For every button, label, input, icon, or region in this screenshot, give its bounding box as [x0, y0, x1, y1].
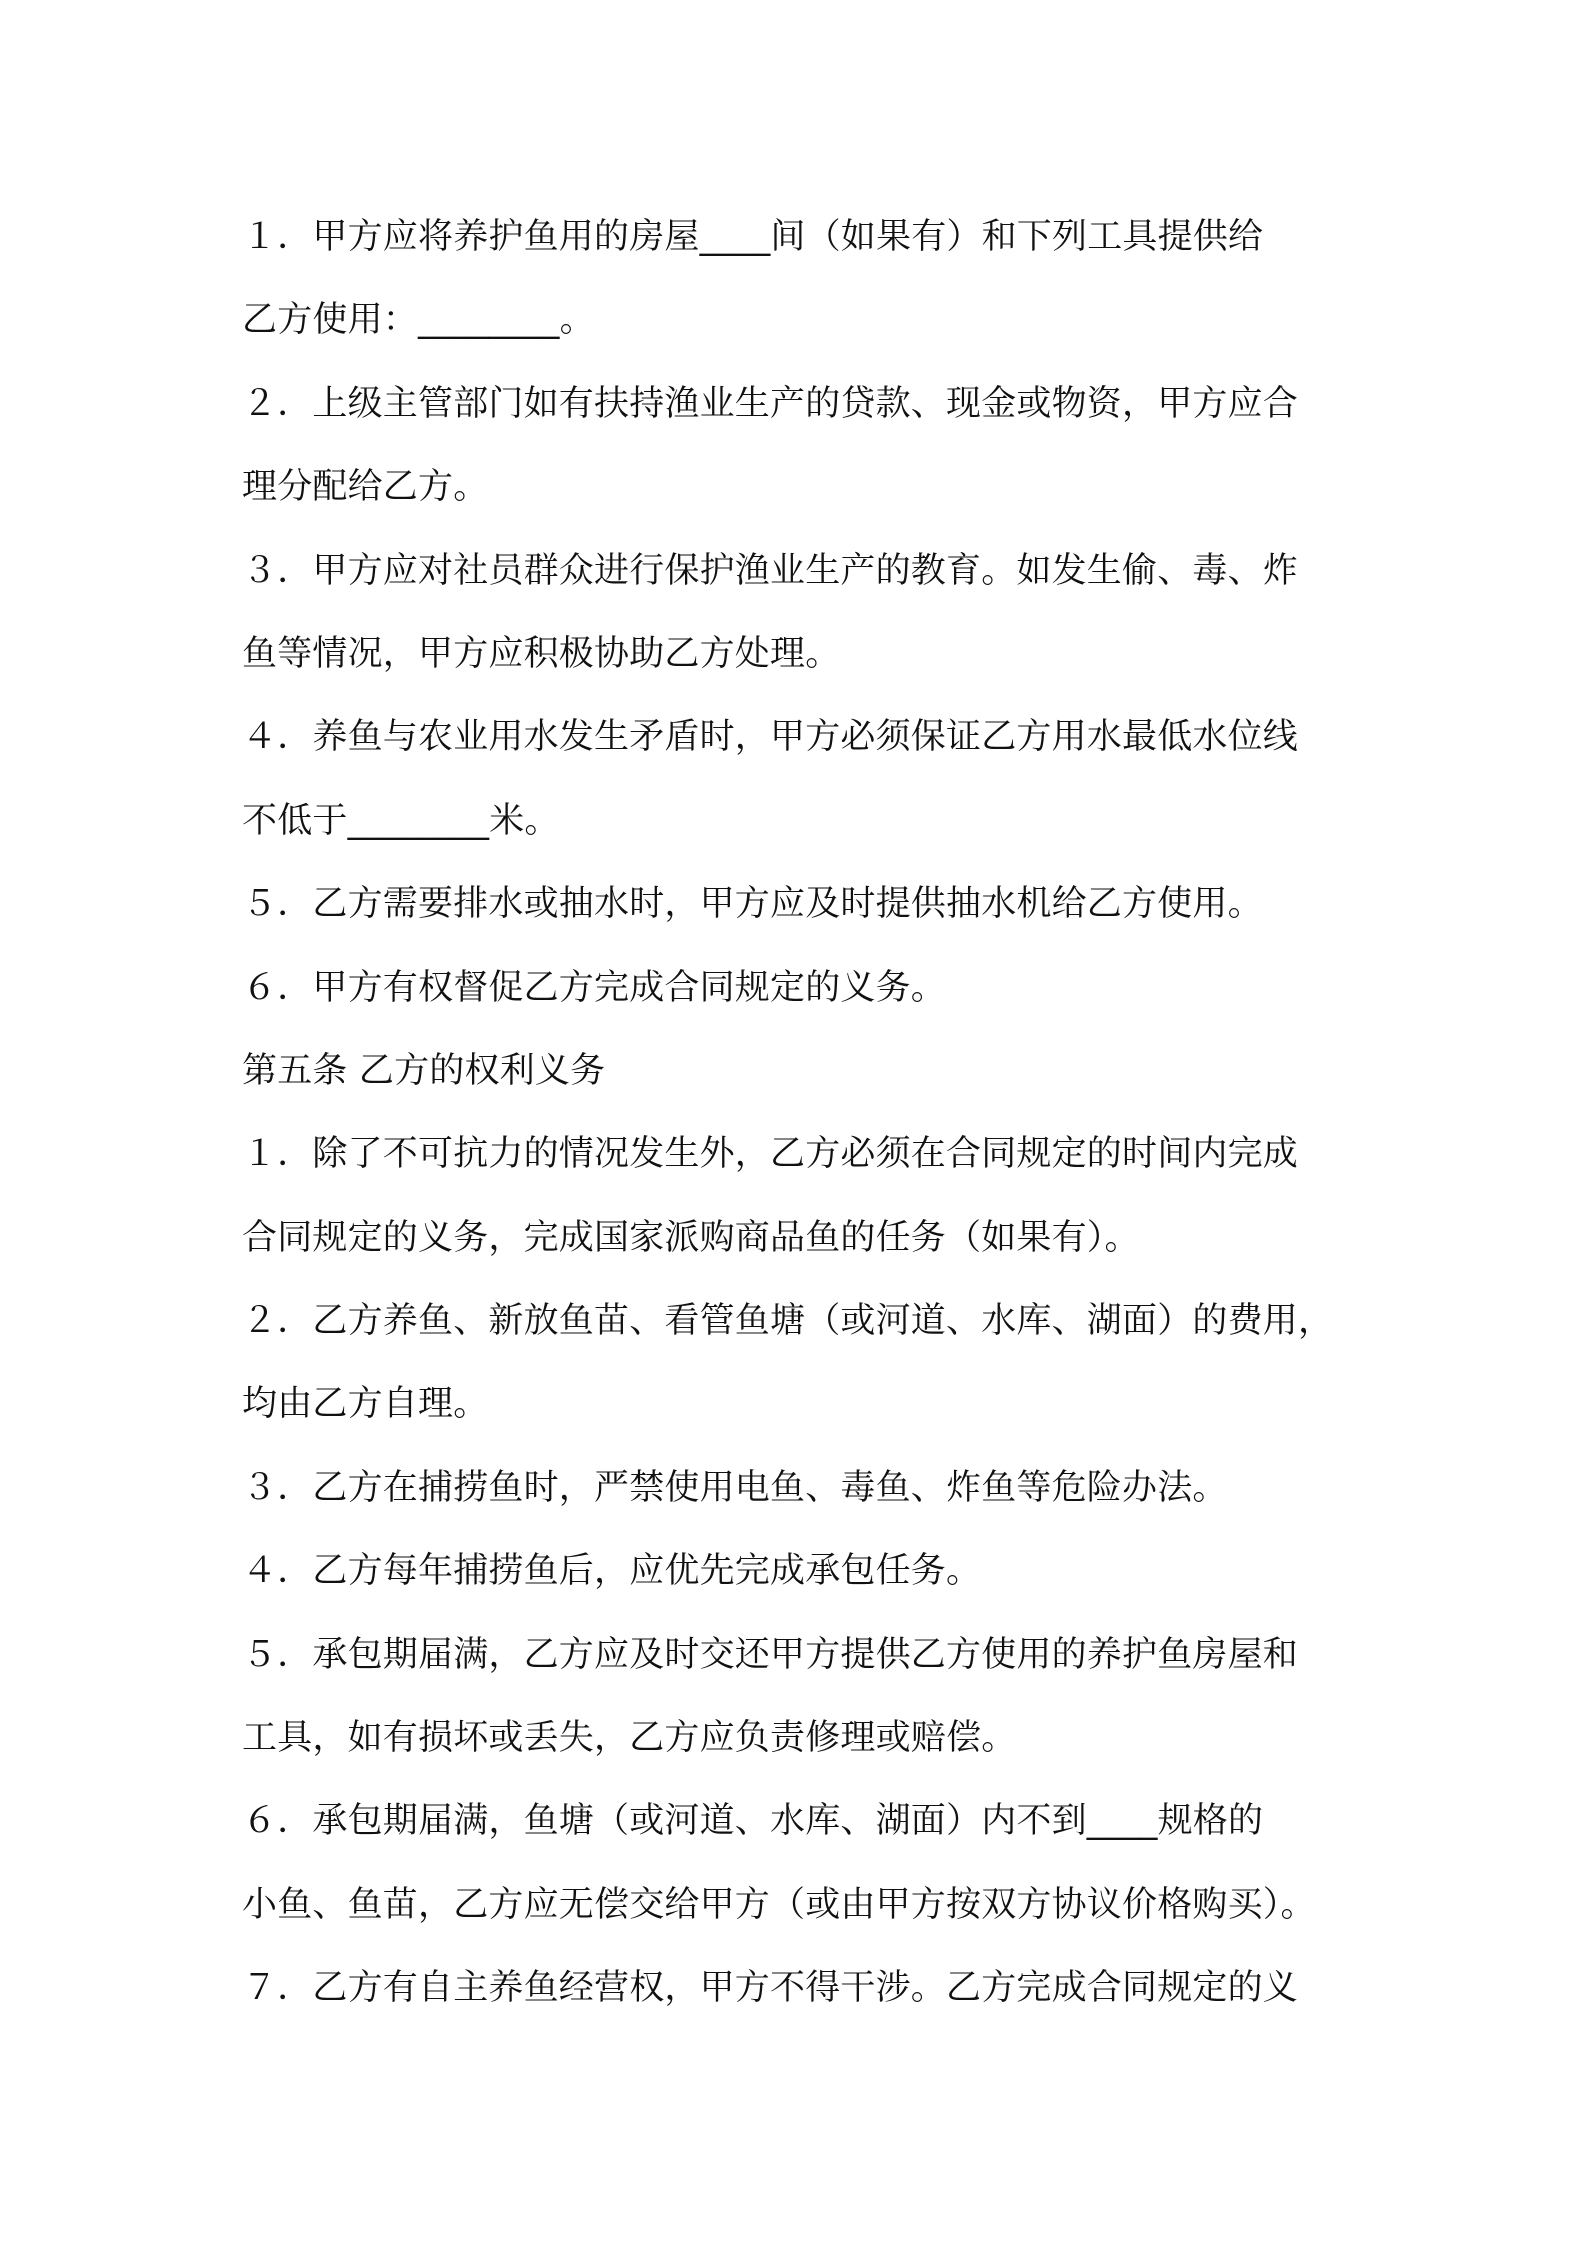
text-line: 合同规定的义务，完成国家派购商品鱼的任务（如果有）。: [242, 1217, 1140, 1258]
document-body: [242, 196, 1372, 2031]
text-line: ４．乙方每年捕捞鱼后，应优先完成承包任务。: [242, 1551, 982, 1592]
text-line: ５．承包期届满，乙方应及时交还甲方提供乙方使用的养护鱼房屋和: [242, 1634, 1299, 1675]
text-line: 小鱼、鱼苗，乙方应无偿交给甲方（或由甲方按双方协议价格购买）。: [242, 1884, 1316, 1925]
text-line: 鱼等情况，甲方应积极协助乙方处理。: [242, 633, 841, 674]
text-line: ７．乙方有自主养鱼经营权，甲方不得干涉。乙方完成合同规定的义: [242, 1968, 1299, 2009]
text-line: ６．承包期届满，鱼塘（或河道、水库、湖面）内不到____规格的: [242, 1801, 1264, 1842]
text-line: 均由乙方自理。: [242, 1384, 489, 1425]
text-line: 工具，如有损坏或丢失，乙方应负责修理或赔偿。: [242, 1718, 1017, 1759]
text-line: ２．乙方养鱼、新放鱼苗、看管鱼塘（或河道、水库、湖面）的费用，: [242, 1301, 1334, 1342]
text-line: ３．乙方在捕捞鱼时，严禁使用电鱼、毒鱼、炸鱼等危险办法。: [242, 1467, 1228, 1508]
text-line: ２．上级主管部门如有扶持渔业生产的贷款、现金或物资，甲方应合: [242, 383, 1299, 424]
section-heading: 第五条 乙方的权利义务: [242, 1050, 606, 1091]
text-line: ６．甲方有权督促乙方完成合同规定的义务。: [242, 967, 947, 1008]
text-line: ５．乙方需要排水或抽水时，甲方应及时提供抽水机给乙方使用。: [242, 884, 1263, 925]
text-line: ３．甲方应对社员群众进行保护渔业生产的教育。如发生偷、毒、炸: [242, 550, 1299, 591]
text-line: １．甲方应将养护鱼用的房屋____间（如果有）和下列工具提供给: [242, 217, 1264, 257]
text-line: 不低于________米。: [242, 800, 560, 841]
text-line: 理分配给乙方。: [242, 467, 489, 508]
text-line: １．除了不可抗力的情况发生外，乙方必须在合同规定的时间内完成: [242, 1134, 1299, 1175]
text-line: 乙方使用：________。: [242, 300, 595, 341]
text-line: ４．养鱼与农业用水发生矛盾时，甲方必须保证乙方用水最低水位线: [242, 717, 1299, 758]
